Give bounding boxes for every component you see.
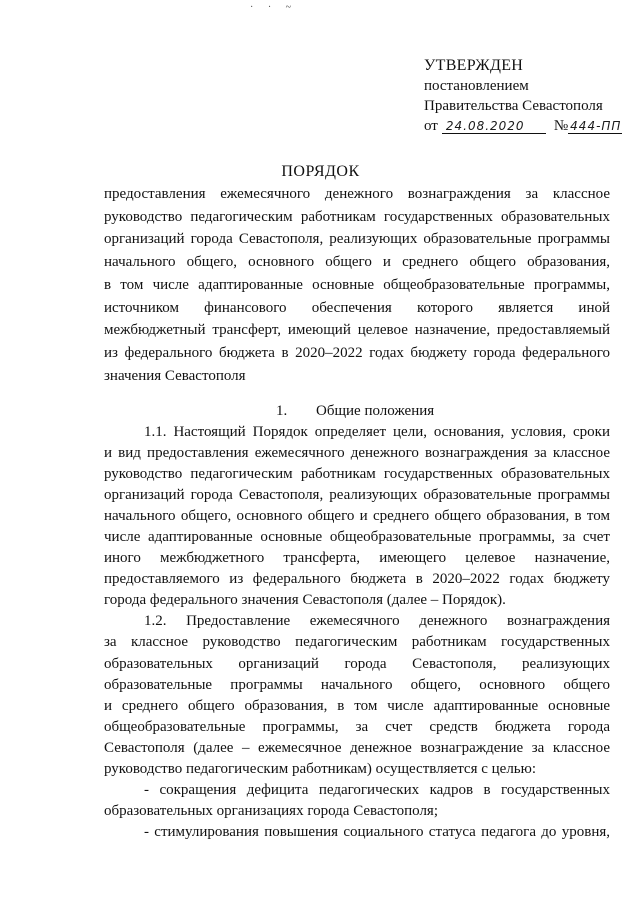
document-subtitle: [104, 183, 610, 387]
approval-line-resolution: постановлением: [424, 78, 529, 94]
subtitle-line: значения Севастополя: [104, 367, 246, 384]
paragraph-line: образовательных организаций города Севастополя, реализующих: [104, 655, 610, 672]
handwritten-number: 444-ПП: [570, 119, 622, 133]
paragraph-line: руководство педагогическим работникам государственных образовательных: [104, 466, 610, 483]
list-item-line: - стимулирования повышения социального статуса педагога до уровня,: [144, 823, 610, 840]
subtitle-line: межбюджетный трансферт, имеющий целевое назначение, предоставляемый: [104, 322, 610, 339]
approval-stamp: [424, 56, 622, 136]
subtitle-line: предоставления ежемесячного денежного вознаграждения за классное: [104, 186, 610, 202]
approval-date-row: [424, 116, 622, 136]
subtitle-line: руководство педагогическим работникам государственных образовательных: [104, 208, 610, 225]
paragraph-line: организаций города Севастополя, реализующих образовательные программы: [104, 487, 610, 504]
document-title: ПОРЯДОК: [281, 163, 360, 180]
list-item-line: - сокращения дефицита педагогических кадров в государственных: [144, 781, 610, 798]
paragraph-line: образовательные программы начального общего, основного общего: [104, 676, 610, 693]
approval-title: УТВЕРЖДЕН: [424, 57, 524, 74]
paragraph-line: и среднего общего образования, в том числе адаптированные основные: [104, 697, 610, 714]
section-heading: [276, 403, 434, 420]
paragraph-line: начального общего, основного общего и среднего общего образования, в том: [104, 508, 610, 525]
number-prefix: №: [553, 118, 569, 134]
paragraph-line: 1.1. Настоящий Порядок определяет цели, основания, условия, сроки: [144, 424, 610, 440]
paragraph-line: общеобразовательные программы, за счет средств бюджета города: [104, 718, 610, 735]
section-title: Общие положения: [316, 403, 435, 419]
paragraph-line: и вид предоставления ежемесячного денежного вознаграждения за классное: [104, 445, 610, 462]
handwritten-date: 24.08.2020: [442, 119, 546, 134]
paragraph-line: иного межбюджетного трансферта, имеющего целевое назначение,: [104, 550, 610, 567]
paragraph-line: предоставляемого из федерального бюджета в 2020–2022 годах бюджету: [104, 571, 610, 588]
list-item-line: образовательных организациях города Севастополя;: [104, 802, 438, 819]
section-number: 1.: [276, 403, 288, 419]
paragraph-line: города федерального значения Севастополя (далее – Порядок).: [104, 592, 506, 609]
subtitle-line: из федерального бюджета в 2020–2022 годах бюджету города федерального: [104, 344, 610, 361]
paragraph-line: Севастополя (далее – ежемесячное денежное вознаграждение за классное: [104, 739, 610, 756]
approval-line-government: Правительства Севастополя: [424, 98, 603, 114]
subtitle-line: в том числе адаптированные основные общеобразовательные программы,: [104, 276, 610, 293]
paragraph-line: руководство педагогическим работникам) осуществляется с целью:: [104, 760, 537, 777]
subtitle-line: начального общего, основного общего и среднего общего образования,: [104, 254, 610, 271]
date-prefix: от: [424, 118, 438, 134]
document-body: [104, 422, 610, 843]
paragraph-line: числе адаптированные основные общеобразовательные программы, за счет: [104, 529, 610, 546]
subtitle-line: источником финансового обеспечения которого является иной: [104, 299, 610, 316]
paragraph-line: 1.2. Предоставление ежемесячного денежного вознаграждения: [144, 613, 610, 630]
scan-artifact: · · ~: [250, 2, 298, 13]
subtitle-line: организаций города Севастополя, реализующих образовательные программы: [104, 231, 610, 248]
paragraph-line: за классное руководство педагогическим работникам государственных: [104, 634, 610, 651]
